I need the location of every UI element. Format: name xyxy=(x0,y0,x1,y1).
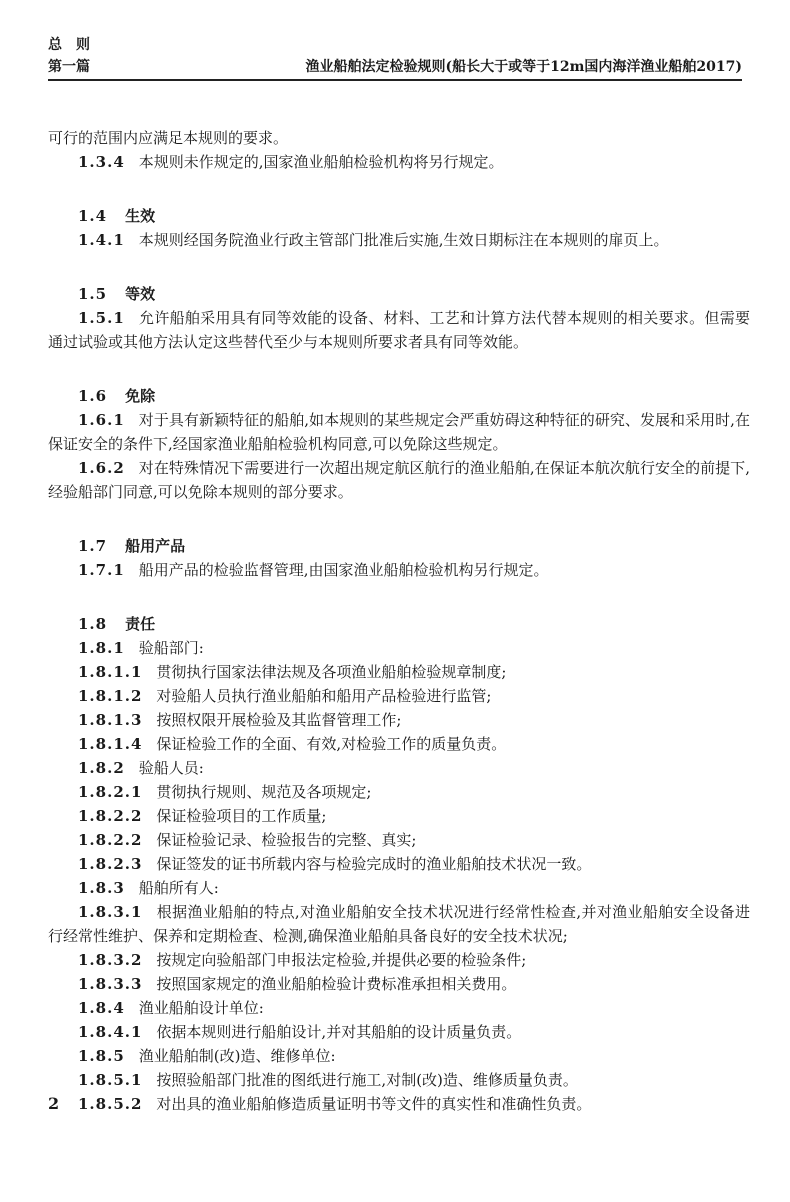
clause-number: 1.8.1 xyxy=(78,639,125,657)
clause-number: 1.8.1.3 xyxy=(78,711,143,729)
section-number: 1.7 xyxy=(78,537,108,555)
clause-text: 保证检验工作的全面、有效,对检验工作的质量负责。 xyxy=(156,735,507,753)
clause-1-8-1-2 xyxy=(48,684,750,708)
clause-1-8-5-1 xyxy=(48,1068,750,1092)
clause-1-8-3-1 xyxy=(48,900,750,948)
section-number: 1.5 xyxy=(78,285,108,303)
clause-text: 按照权限开展检验及其监督管理工作; xyxy=(156,711,402,729)
paragraph-text: 可行的范围内应满足本规则的要求。 xyxy=(48,129,289,147)
clause-1-8-1-1 xyxy=(48,660,750,684)
clause-number: 1.6.2 xyxy=(78,459,125,477)
clause-number: 1.8.1.1 xyxy=(78,663,143,681)
clause-number: 1.8.2.2 xyxy=(78,831,143,849)
clause-1-8-4-1 xyxy=(48,1020,750,1044)
clause-number: 1.8.3.2 xyxy=(78,951,143,969)
clause-text: 渔业船舶设计单位: xyxy=(138,999,264,1017)
clause-number: 1.6.1 xyxy=(78,411,125,429)
clause-text: 按照验船部门批准的图纸进行施工,对制(改)造、维修质量负责。 xyxy=(156,1071,578,1089)
clause-1-8-4 xyxy=(48,996,750,1020)
document-title: 渔业船舶法定检验规则(船长大于或等于12m国内海洋渔业船舶2017) xyxy=(305,59,742,75)
clause-number: 1.8.5 xyxy=(78,1047,125,1065)
clause-text: 按规定向验船部门申报法定检验,并提供必要的检验条件; xyxy=(156,951,527,969)
clause-1-8-2-3 xyxy=(48,852,750,876)
page-body xyxy=(48,126,750,1116)
clause-text: 根据渔业船舶的特点,对渔业船舶安全技术状况进行经常性检查,并对渔业船舶安全设备进行经常性维护、保养和定期检查、检测,确保渔业船舶具备良好的安全技术状况; xyxy=(48,903,750,945)
clause-1-8-3 xyxy=(48,876,750,900)
clause-text: 允许船舶采用具有同等效能的设备、材料、工艺和计算方法代替本规则的相关要求。但需要通过试验或其他方法认定这些替代至少与本规则所要求者具有同等效能。 xyxy=(48,309,750,351)
section-title: 免除 xyxy=(125,387,156,405)
clause-text: 验船人员: xyxy=(138,759,204,777)
clause-1-8-2-1 xyxy=(48,780,750,804)
header-rule xyxy=(48,79,742,81)
clause-1-6-1 xyxy=(48,408,750,456)
clause-text: 依据本规则进行船舶设计,并对其船舶的设计质量负责。 xyxy=(156,1023,522,1041)
page-number: 2 xyxy=(48,1094,60,1113)
section-title: 责任 xyxy=(125,615,156,633)
clause-text: 本规则未作规定的,国家渔业船舶检验机构将另行规定。 xyxy=(138,153,504,171)
clause-text: 保证检验记录、检验报告的完整、真实; xyxy=(156,831,417,849)
section-heading-1-5 xyxy=(48,282,750,306)
clause-number: 1.5.1 xyxy=(78,309,125,327)
section-number: 1.8 xyxy=(78,615,108,633)
clause-1-5-1 xyxy=(48,306,750,354)
clause-number: 1.8.3.3 xyxy=(78,975,143,993)
part-label: 第一篇 xyxy=(48,59,90,75)
clause-text: 按照国家规定的渔业船舶检验计费标准承担相关费用。 xyxy=(156,975,517,993)
section-heading-1-8 xyxy=(48,612,750,636)
clause-number: 1.3.4 xyxy=(78,153,125,171)
clause-number: 1.8.2 xyxy=(78,759,125,777)
clause-number: 1.8.2.3 xyxy=(78,855,143,873)
clause-text: 船舶所有人: xyxy=(138,879,219,897)
section-title: 船用产品 xyxy=(125,537,186,555)
clause-text: 本规则经国务院渔业行政主管部门批准后实施,生效日期标注在本规则的扉页上。 xyxy=(138,231,669,249)
clause-number: 1.8.4 xyxy=(78,999,125,1017)
section-heading-1-4 xyxy=(48,204,750,228)
clause-number: 1.8.5.2 xyxy=(78,1095,143,1113)
clause-1-3-4 xyxy=(48,150,750,174)
clause-number: 1.4.1 xyxy=(78,231,125,249)
clause-text: 渔业船舶制(改)造、维修单位: xyxy=(138,1047,336,1065)
section-heading-1-6 xyxy=(48,384,750,408)
clause-text: 船用产品的检验监督管理,由国家渔业船舶检验机构另行规定。 xyxy=(138,561,549,579)
clause-1-4-1 xyxy=(48,228,750,252)
section-number: 1.6 xyxy=(78,387,108,405)
clause-1-8-5 xyxy=(48,1044,750,1068)
chapter-label: 总 则 xyxy=(48,37,90,53)
clause-number: 1.8.5.1 xyxy=(78,1071,143,1089)
clause-number: 1.8.3.1 xyxy=(78,903,143,921)
section-title: 生效 xyxy=(125,207,156,225)
clause-text: 保证签发的证书所载内容与检验完成时的渔业船舶技术状况一致。 xyxy=(156,855,592,873)
clause-text: 对于具有新颖特征的船舶,如本规则的某些规定会严重妨碍这种特征的研究、发展和采用时,在保证安全的条件下,经国家渔业船舶检验机构同意,可以免除这些规定。 xyxy=(48,411,750,453)
clause-number: 1.8.2.2 xyxy=(78,807,143,825)
header-row xyxy=(48,58,742,76)
clause-number: 1.8.2.1 xyxy=(78,783,143,801)
clause-1-8-5-2 xyxy=(48,1092,750,1116)
section-title: 等效 xyxy=(125,285,156,303)
clause-text: 验船部门: xyxy=(138,639,204,657)
clause-1-8-1-3 xyxy=(48,708,750,732)
clause-text: 贯彻执行国家法律法规及各项渔业船舶检验规章制度; xyxy=(156,663,507,681)
clause-text: 对在特殊情况下需要进行一次超出规定航区航行的渔业船舶,在保证本航次航行安全的前提下,经验船部门同意,可以免除本规则的部分要求。 xyxy=(48,459,750,501)
clause-number: 1.8.1.2 xyxy=(78,687,143,705)
clause-text: 贯彻执行规则、规范及各项规定; xyxy=(156,783,372,801)
clause-text: 对出具的渔业船舶修造质量证明书等文件的真实性和准确性负责。 xyxy=(156,1095,592,1113)
clause-text: 对验船人员执行渔业船舶和船用产品检验进行监管; xyxy=(156,687,492,705)
clause-1-8-2-2 xyxy=(48,804,750,828)
clause-1-7-1 xyxy=(48,558,750,582)
clause-1-8-3-2 xyxy=(48,948,750,972)
section-heading-1-7 xyxy=(48,534,750,558)
clause-number: 1.8.4.1 xyxy=(78,1023,143,1041)
clause-1-8-1 xyxy=(48,636,750,660)
clause-text: 保证检验项目的工作质量; xyxy=(156,807,327,825)
clause-1-8-1-4 xyxy=(48,732,750,756)
running-header xyxy=(48,36,742,81)
clause-number: 1.7.1 xyxy=(78,561,125,579)
clause-number: 1.8.3 xyxy=(78,879,125,897)
section-number: 1.4 xyxy=(78,207,108,225)
clause-number: 1.8.1.4 xyxy=(78,735,143,753)
clause-1-8-2 xyxy=(48,756,750,780)
clause-1-8-2-2-b xyxy=(48,828,750,852)
clause-1-6-2 xyxy=(48,456,750,504)
continued-paragraph xyxy=(48,126,750,150)
clause-1-8-3-3 xyxy=(48,972,750,996)
